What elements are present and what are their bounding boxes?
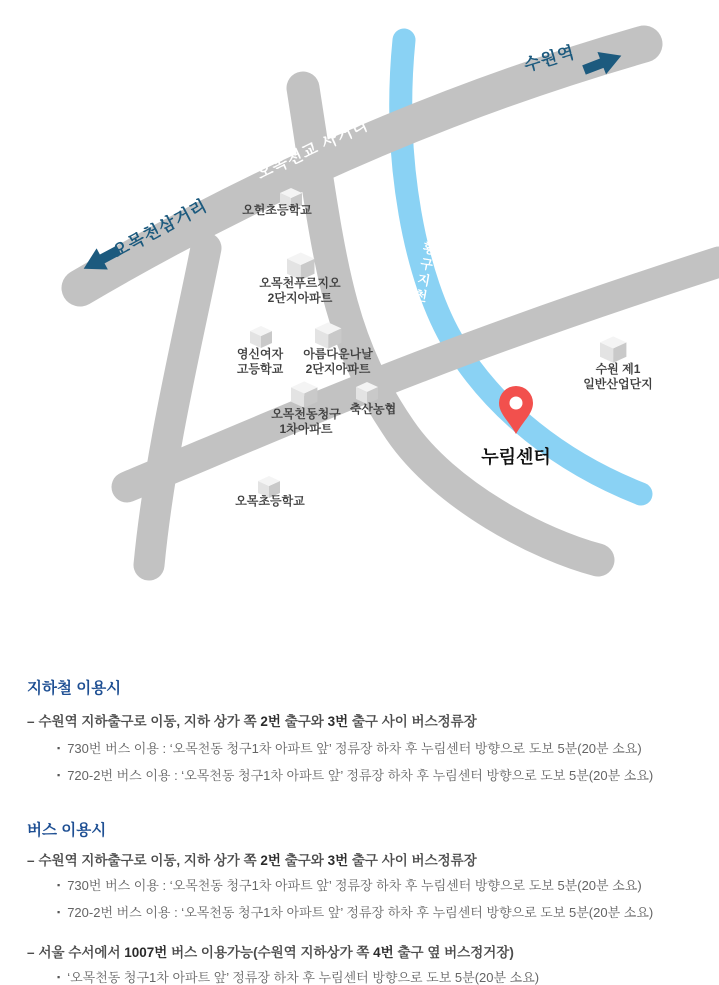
bullet-icon: ▪ [57,770,61,780]
road-label-samgeori: 오목천삼거리 [109,195,211,262]
place-label-livestock-coop: 축산농협 [349,402,397,416]
route-detail-item: ▪ 730번 버스 이용 : ‘오목천동 청구1차 아파트 앞’ 정류장 하차 후 누림센터 방향으로 도보 5분(20분 소요) [57,878,642,893]
transit-section-subway [27,676,699,783]
route-summary: – 수원역 지하출구로 이동, 지하 상가 쪽 2번 출구와 3번 출구 사이 버스정류장 [27,853,477,868]
bullet-icon: ▪ [57,880,61,890]
place-label-yeongsin-girls-hs: 영신여자 고등학교 [236,347,284,376]
bullet-icon: ▪ [57,743,61,753]
road-label-sageori: 오목천교 사거리 [254,116,372,184]
road-label-suwon-station: 수원역 [521,42,578,76]
place-label-omok-elementary: 오목초등학교 [235,494,305,508]
stream-label: 황구지천 [411,240,437,306]
building-icon [250,326,272,348]
route-detail-item: ▪ ‘오목천동 청구1차 아파트 앞’ 정류장 하차 후 누림센터 방향으로 도보 5분(20분 소요) [57,970,540,985]
section-heading-subway: 지하철 이용시 [27,680,122,697]
bullet-icon: ▪ [57,907,61,917]
transit-section-bus [27,818,699,985]
road-southwest-branch [149,248,206,565]
route-summary: – 수원역 지하출구로 이동, 지하 상가 쪽 2번 출구와 3번 출구 사이 버스정류장 [27,714,477,729]
route-detail-item: ▪ 720-2번 버스 이용 : ‘오목천동 청구1차 아파트 앞’ 정류장 하차 후 누림센터 방향으로 도보 5분(20분 소요) [57,768,654,783]
destination-label: 누림센터 [481,447,551,467]
section-heading-bus: 버스 이용시 [27,822,107,839]
route-detail-item: ▪ 720-2번 버스 이용 : ‘오목천동 청구1차 아파트 앞’ 정류장 하차 후 누림센터 방향으로 도보 5분(20분 소요) [57,905,654,920]
directions-text [27,676,699,985]
place-label-areumdaun-apt: 아름다운나날 2단지아파트 [303,347,373,376]
place-label-suwon-industrial-complex: 수원 제1 일반산업단지 [583,362,653,391]
building-icon [600,336,626,362]
road-main-omokcheon [80,44,644,288]
place-label-prugio-apt: 오목천푸르지오 2단지아파트 [259,276,341,305]
route-detail-item: ▪ 730번 버스 이용 : ‘오목천동 청구1차 아파트 앞’ 정류장 하차 후 누림센터 방향으로 도보 5분(20분 소요) [57,741,642,756]
bullet-icon: ▪ [57,972,61,982]
place-label-ohyeon-elementary: 오헌초등학교 [242,203,312,217]
place-label-chunggu-apt: 오목천동청구 1차아파트 [271,407,341,436]
route-summary-express-bus: – 서울 수서에서 1007번 버스 이용가능(수원역 지하상가 쪽 4번 출구 옆 버스정거장) [27,945,514,960]
